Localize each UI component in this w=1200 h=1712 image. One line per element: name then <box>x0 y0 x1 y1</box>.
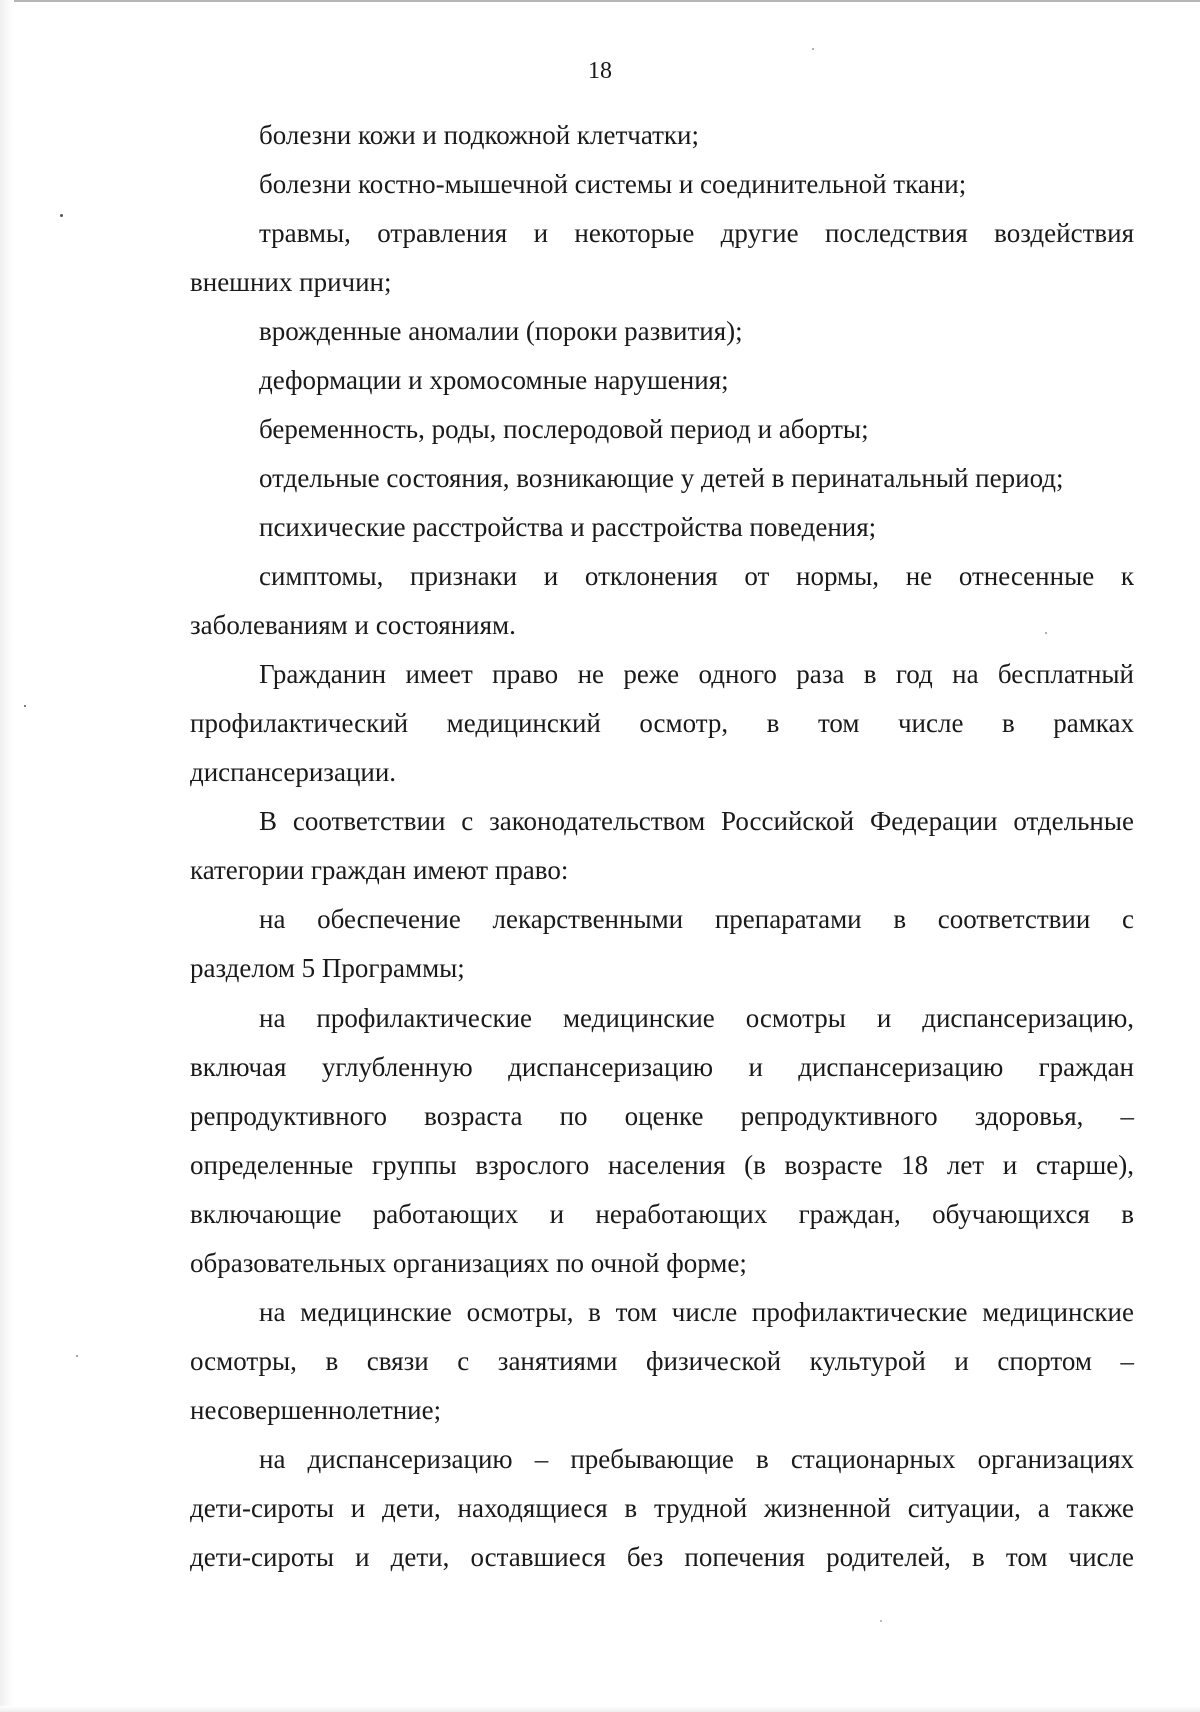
scan-speck <box>880 1620 882 1622</box>
scan-bottom-edge <box>0 1706 1200 1712</box>
text-line: профилактический медицинский осмотр, в том числе в рамках <box>190 708 1134 738</box>
text-line: на профилактические медицинские осмотры и диспансеризацию, <box>259 1003 1134 1033</box>
text-line: В соответствии с законодательством Российской Федерации отдельные <box>259 806 1134 836</box>
text-line: несовершеннолетние; <box>190 1395 442 1425</box>
text-line: беременность, роды, послеродовой период и аборты; <box>259 414 869 444</box>
text-line: заболеваниям и состояниям. <box>190 610 516 640</box>
scan-speck <box>24 705 26 707</box>
text-line: на обеспечение лекарственными препаратами в соответствии с <box>259 904 1134 934</box>
text-line: образовательных организациях по очной форме; <box>190 1248 747 1278</box>
text-line: определенные группы взрослого населения (в возрасте 18 лет и старше), <box>190 1150 1134 1180</box>
text-line: внешних причин; <box>190 267 392 297</box>
text-line: дети-сироты и дети, оставшиеся без попечения родителей, в том числе <box>190 1542 1134 1572</box>
scan-speck <box>812 48 814 50</box>
text-line: травмы, отравления и некоторые другие последствия воздействия <box>259 218 1134 248</box>
text-line: психические расстройства и расстройства поведения; <box>259 512 877 542</box>
text-line: врожденные аномалии (пороки развития); <box>259 316 743 346</box>
text-line: симптомы, признаки и отклонения от нормы, не отнесенные к <box>259 561 1134 591</box>
text-line: репродуктивного возраста по оценке репродуктивного здоровья, – <box>190 1101 1134 1131</box>
scan-speck <box>1045 632 1047 634</box>
text-line: болезни костно-мышечной системы и соединительной ткани; <box>259 169 967 199</box>
text-line: разделом 5 Программы; <box>190 953 465 983</box>
text-line: включая углубленную диспансеризацию и диспансеризацию граждан <box>190 1052 1134 1082</box>
text-line: болезни кожи и подкожной клетчатки; <box>259 120 700 150</box>
scan-speck <box>76 1355 78 1357</box>
scan-speck <box>60 214 63 217</box>
text-line: категории граждан имеют право: <box>190 855 569 885</box>
text-line: дети-сироты и дети, находящиеся в трудной жизненной ситуации, а также <box>190 1493 1134 1523</box>
text-line: на диспансеризацию – пребывающие в стационарных организациях <box>259 1444 1134 1474</box>
page-number: 18 <box>588 58 612 84</box>
text-line: включающие работающих и неработающих граждан, обучающихся в <box>190 1199 1134 1229</box>
text-line: на медицинские осмотры, в том числе профилактические медицинские <box>259 1297 1134 1327</box>
text-line: деформации и хромосомные нарушения; <box>259 365 729 395</box>
text-line: осмотры, в связи с занятиями физической культурой и спортом – <box>190 1346 1134 1376</box>
text-line: диспансеризации. <box>190 757 397 787</box>
text-line: отдельные состояния, возникающие у детей в перинатальный период; <box>259 463 1064 493</box>
scan-top-edge <box>0 0 1200 2</box>
text-line: Гражданин имеет право не реже одного раза в год на бесплатный <box>259 659 1134 689</box>
scan-left-edge <box>0 0 14 1712</box>
